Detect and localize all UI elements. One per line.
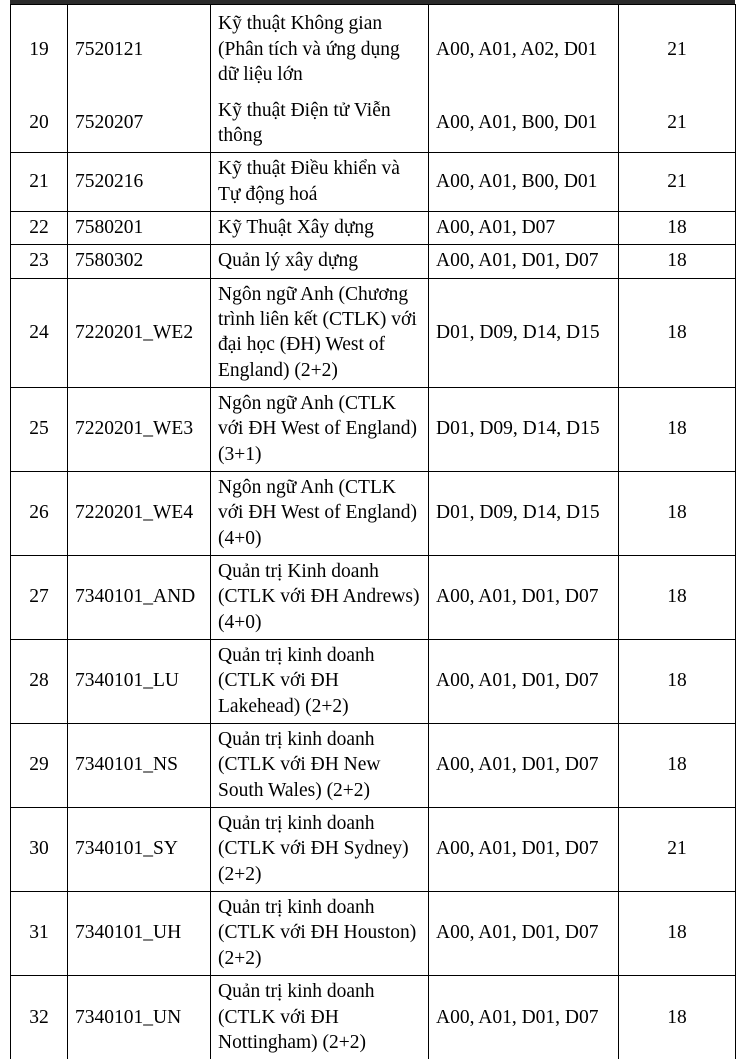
cell-major-name: Quản trị kinh doanh (CTLK với ĐH Lakehead) (2+2) bbox=[211, 640, 429, 724]
cell-subject-blocks: A00, A01, D01, D07 bbox=[429, 245, 619, 278]
cell-score: 18 bbox=[619, 724, 736, 808]
table-row bbox=[11, 211, 736, 244]
cell-stt: 25 bbox=[11, 387, 68, 471]
cell-major-name: Ngôn ngữ Anh (CTLK với ĐH West of England) (4+0) bbox=[211, 471, 429, 555]
table-row bbox=[11, 808, 736, 892]
table-row bbox=[11, 471, 736, 555]
table-row bbox=[11, 724, 736, 808]
admissions-score-table bbox=[10, 4, 736, 1059]
cell-stt: 31 bbox=[11, 892, 68, 976]
cell-major-code: 7520121 bbox=[68, 5, 211, 95]
cell-stt: 20 bbox=[11, 95, 68, 153]
cell-major-name: Quản trị kinh doanh (CTLK với ĐH Sydney) (2+2) bbox=[211, 808, 429, 892]
cell-score: 18 bbox=[619, 976, 736, 1059]
cell-stt: 24 bbox=[11, 278, 68, 387]
cell-score: 21 bbox=[619, 153, 736, 212]
cell-subject-blocks: A00, A01, B00, D01 bbox=[429, 95, 619, 153]
table-row bbox=[11, 640, 736, 724]
cell-major-code: 7340101_LU bbox=[68, 640, 211, 724]
cell-major-name: Quản trị kinh doanh (CTLK với ĐH New South Wales) (2+2) bbox=[211, 724, 429, 808]
cell-stt: 26 bbox=[11, 471, 68, 555]
cell-stt: 22 bbox=[11, 211, 68, 244]
cell-subject-blocks: A00, A01, A02, D01 bbox=[429, 5, 619, 95]
cell-score: 18 bbox=[619, 387, 736, 471]
table-row bbox=[11, 278, 736, 387]
cell-stt: 30 bbox=[11, 808, 68, 892]
table-row bbox=[11, 387, 736, 471]
cell-major-code: 7340101_AND bbox=[68, 556, 211, 640]
table-row bbox=[11, 245, 736, 278]
table-row bbox=[11, 5, 736, 95]
cell-major-name: Kỹ thuật Điều khiển và Tự động hoá bbox=[211, 153, 429, 212]
cell-subject-blocks: A00, A01, B00, D01 bbox=[429, 153, 619, 212]
cell-subject-blocks: A00, A01, D01, D07 bbox=[429, 640, 619, 724]
cell-stt: 28 bbox=[11, 640, 68, 724]
table-body bbox=[11, 5, 736, 1059]
cell-subject-blocks: A00, A01, D07 bbox=[429, 211, 619, 244]
cell-major-code: 7580302 bbox=[68, 245, 211, 278]
cell-major-code: 7220201_WE4 bbox=[68, 471, 211, 555]
cell-stt: 19 bbox=[11, 5, 68, 95]
cell-subject-blocks: A00, A01, D01, D07 bbox=[429, 724, 619, 808]
cell-stt: 21 bbox=[11, 153, 68, 212]
cell-major-code: 7340101_UN bbox=[68, 976, 211, 1059]
cell-major-name: Kỹ thuật Không gian (Phân tích và ứng dụng dữ liệu lớn bbox=[211, 5, 429, 95]
cell-major-code: 7520207 bbox=[68, 95, 211, 153]
cell-subject-blocks: D01, D09, D14, D15 bbox=[429, 471, 619, 555]
cell-subject-blocks: A00, A01, D01, D07 bbox=[429, 808, 619, 892]
cell-subject-blocks: A00, A01, D01, D07 bbox=[429, 892, 619, 976]
cell-subject-blocks: A00, A01, D01, D07 bbox=[429, 976, 619, 1059]
cell-major-name: Quản lý xây dựng bbox=[211, 245, 429, 278]
document-page bbox=[10, 4, 735, 1059]
table-row bbox=[11, 153, 736, 212]
cell-major-name: Kỹ thuật Điện tử Viễn thông bbox=[211, 95, 429, 153]
cell-major-code: 7520216 bbox=[68, 153, 211, 212]
cell-stt: 32 bbox=[11, 976, 68, 1059]
cell-subject-blocks: D01, D09, D14, D15 bbox=[429, 387, 619, 471]
cell-subject-blocks: A00, A01, D01, D07 bbox=[429, 556, 619, 640]
cell-subject-blocks: D01, D09, D14, D15 bbox=[429, 278, 619, 387]
cell-score: 18 bbox=[619, 640, 736, 724]
cell-major-name: Kỹ Thuật Xây dựng bbox=[211, 211, 429, 244]
cell-score: 21 bbox=[619, 5, 736, 95]
cell-major-code: 7340101_SY bbox=[68, 808, 211, 892]
cell-major-name: Quản trị kinh doanh (CTLK với ĐH Nottingham) (2+2) bbox=[211, 976, 429, 1059]
cell-score: 18 bbox=[619, 211, 736, 244]
cell-score: 18 bbox=[619, 556, 736, 640]
table-row bbox=[11, 892, 736, 976]
cell-major-code: 7340101_UH bbox=[68, 892, 211, 976]
cell-major-code: 7580201 bbox=[68, 211, 211, 244]
cell-stt: 29 bbox=[11, 724, 68, 808]
cell-major-code: 7220201_WE2 bbox=[68, 278, 211, 387]
table-row bbox=[11, 976, 736, 1059]
cell-score: 18 bbox=[619, 278, 736, 387]
cell-score: 21 bbox=[619, 808, 736, 892]
cell-major-code: 7340101_NS bbox=[68, 724, 211, 808]
cell-score: 18 bbox=[619, 245, 736, 278]
table-row bbox=[11, 95, 736, 153]
cell-stt: 27 bbox=[11, 556, 68, 640]
cell-score: 18 bbox=[619, 471, 736, 555]
cell-stt: 23 bbox=[11, 245, 68, 278]
cell-score: 18 bbox=[619, 892, 736, 976]
cell-score: 21 bbox=[619, 95, 736, 153]
table-row bbox=[11, 556, 736, 640]
cell-major-name: Ngôn ngữ Anh (Chương trình liên kết (CTLK) với đại học (ĐH) West of England) (2+2) bbox=[211, 278, 429, 387]
cell-major-name: Ngôn ngữ Anh (CTLK với ĐH West of England) (3+1) bbox=[211, 387, 429, 471]
cell-major-name: Quản trị kinh doanh (CTLK với ĐH Houston) (2+2) bbox=[211, 892, 429, 976]
cell-major-name: Quản trị Kinh doanh (CTLK với ĐH Andrews) (4+0) bbox=[211, 556, 429, 640]
cell-major-code: 7220201_WE3 bbox=[68, 387, 211, 471]
